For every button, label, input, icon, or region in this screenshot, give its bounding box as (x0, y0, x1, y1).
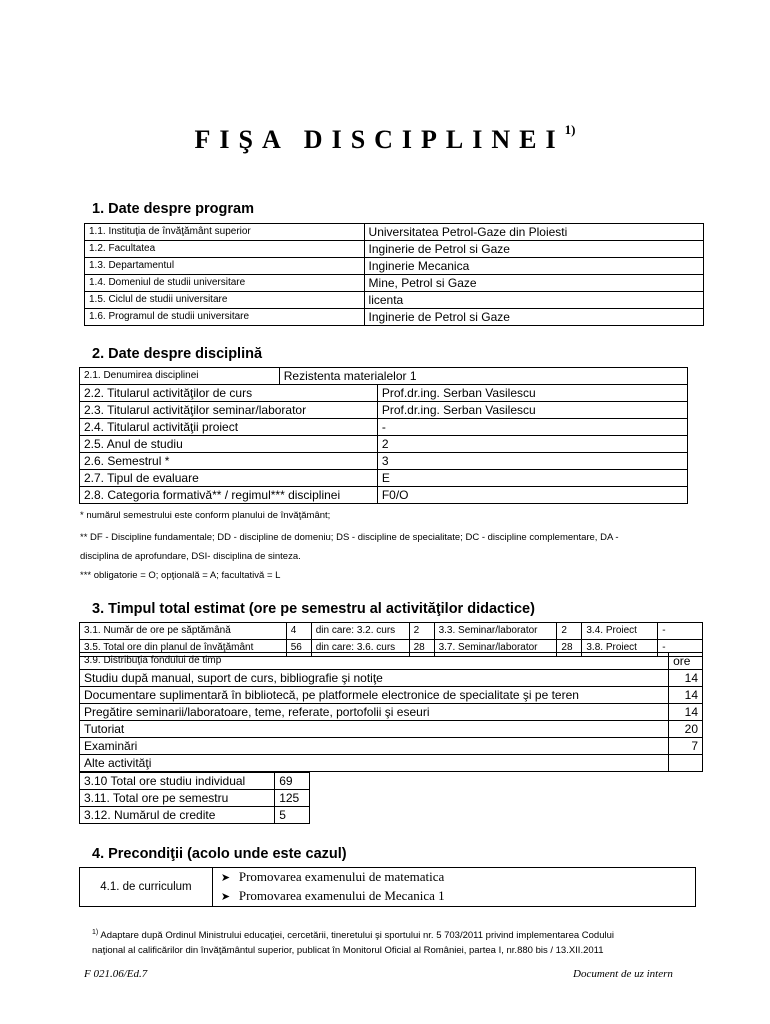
program-label: 1.3. Departamentul (85, 258, 365, 275)
discipline-label: 2.4. Titularul activităţii proiect (80, 419, 378, 436)
discipline-name-label: 2.1. Denumirea disciplinei (80, 368, 280, 385)
form-code: F 021.06/Ed.7 (84, 968, 148, 980)
program-row (85, 292, 704, 309)
program-row (85, 275, 704, 292)
note-regime: *** obligatorie = O; opţională = A; facultativă = L (80, 570, 281, 581)
discipline-value: Prof.dr.ing. Serban Vasilescu (377, 385, 687, 402)
total-value: 125 (275, 790, 310, 807)
activity-hours (669, 755, 703, 772)
document-classification: Document de uz intern (573, 968, 673, 980)
discipline-row (80, 470, 688, 487)
discipline-label: 2.6. Semestrul * (80, 453, 378, 470)
activity-label: Tutoriat (80, 721, 669, 738)
program-value: Inginerie de Petrol si Gaze (364, 309, 703, 326)
program-label: 1.4. Domeniul de studii universitare (85, 275, 365, 292)
footnote-line-1: Adaptare după Ordinul Ministrului educaţiei, cercetării, tineretului şi sportului nr. 5 703/2011 privind implementarea Codului (100, 930, 614, 942)
activity-label: Pregătire seminarii/laboratoare, teme, referate, portofolii şi eseuri (80, 704, 669, 721)
discipline-row (80, 487, 688, 504)
activity-hours: 14 (669, 687, 703, 704)
hours-cell: 28 (409, 640, 434, 657)
hours-cell: 3.7. Seminar/laborator (434, 640, 557, 657)
section-2-heading: 2. Date despre disciplină (92, 346, 263, 362)
hours-cell: din care: 3.6. curs (311, 640, 409, 657)
activity-hours: 14 (669, 704, 703, 721)
program-row (85, 241, 704, 258)
distribution-unit: ore (669, 653, 703, 670)
total-value: 69 (275, 773, 310, 790)
program-value: Universitatea Petrol-Gaze din Ploiesti (364, 224, 703, 241)
distribution-row (80, 721, 703, 738)
curriculum-item (221, 887, 691, 906)
discipline-value: 2 (377, 436, 687, 453)
program-row (85, 258, 704, 275)
hours-cell: 2 (557, 623, 582, 640)
section-4-heading: 4. Precondiţii (acolo unde este cazul) (92, 846, 347, 862)
hours-cell: 28 (557, 640, 582, 657)
total-label: 3.12. Numărul de credite (80, 807, 275, 824)
discipline-name-value: Rezistenta materialelor 1 (279, 368, 687, 385)
total-row (80, 790, 310, 807)
hours-cell: 3.3. Seminar/laborator (434, 623, 557, 640)
discipline-value: - (377, 419, 687, 436)
activity-label: Documentare suplimentară în bibliotecă, pe platformele electronice de specialitate şi pe teren (80, 687, 669, 704)
curriculum-label: 4.1. de curriculum (80, 868, 213, 907)
total-value: 5 (275, 807, 310, 824)
document-title (0, 122, 770, 155)
distribution-header (80, 653, 703, 670)
program-table (84, 223, 704, 326)
total-row (80, 773, 310, 790)
activity-label: Examinări (80, 738, 669, 755)
hours-cell: 3.8. Proiect (582, 640, 658, 657)
program-row (85, 224, 704, 241)
note-category: ** DF - Discipline fundamentale; DD - discipline de domeniu; DS - discipline de specialitate; DC - discipline complementare, DA - (80, 532, 619, 543)
program-value: Inginerie de Petrol si Gaze (364, 241, 703, 258)
hours-cell: 2 (409, 623, 434, 640)
activity-label: Alte activităţi (80, 755, 669, 772)
note-category-cont: disciplina de aprofundare, DSI- disciplina de sinteza. (80, 551, 301, 562)
distribution-label: 3.9. Distribuţia fondului de timp (80, 653, 669, 670)
hours-cell: 3.4. Proiect (582, 623, 658, 640)
section-1-heading: 1. Date despre program (92, 201, 254, 217)
discipline-value: 3 (377, 453, 687, 470)
distribution-row (80, 755, 703, 772)
totals-table (79, 772, 310, 824)
activity-hours: 20 (669, 721, 703, 738)
distribution-row (80, 704, 703, 721)
total-label: 3.11. Total ore pe semestru (80, 790, 275, 807)
hours-cell: 3.1. Număr de ore pe săptămână (80, 623, 287, 640)
hours-cell: 4 (286, 623, 311, 640)
discipline-label: 2.8. Categoria formativă** / regimul*** disciplinei (80, 487, 378, 504)
discipline-notes (80, 506, 619, 585)
section-3-heading: 3. Timpul total estimat (ore pe semestru al activităţilor didactice) (92, 601, 535, 617)
hours-cell: 56 (286, 640, 311, 657)
program-value: Inginerie Mecanica (364, 258, 703, 275)
program-label: 1.6. Programul de studii universitare (85, 309, 365, 326)
title-text: FIŞA DISCIPLINEI (194, 125, 565, 154)
program-label: 1.2. Facultatea (85, 241, 365, 258)
discipline-row (80, 453, 688, 470)
note-semester: * numărul semestrului este conform planului de învăţământ; (80, 510, 331, 521)
program-label: 1.1. Instituţia de învăţământ superior (85, 224, 365, 241)
program-label: 1.5. Ciclul de studii universitare (85, 292, 365, 309)
distribution-row (80, 687, 703, 704)
hours-cell: 3.5. Total ore din planul de învăţământ (80, 640, 287, 657)
distribution-row (80, 670, 703, 687)
program-value: licenta (364, 292, 703, 309)
program-row (85, 309, 704, 326)
discipline-label: 2.7. Tipul de evaluare (80, 470, 378, 487)
discipline-value: E (377, 470, 687, 487)
footnote-line-2: naţional al calificărilor din învăţământul superior, publicat în Monitorul Oficial al României, partea I, nr.880 bis / 13.XII.2011 (92, 945, 604, 957)
curriculum-items (212, 868, 695, 907)
title-footnote-mark: 1) (564, 122, 576, 137)
discipline-label: 2.3. Titularul activităţilor seminar/laborator (80, 402, 378, 419)
footnote-mark: 1) (92, 929, 99, 936)
curriculum-item (221, 868, 691, 887)
time-distribution-table (79, 652, 703, 772)
discipline-row (80, 419, 688, 436)
arrow-bullet-icon: ➤ (220, 872, 231, 884)
discipline-label: 2.2. Titularul activităţilor de curs (80, 385, 378, 402)
curriculum-item-text: Promovarea examenului de Mecanica 1 (238, 888, 445, 903)
activity-label: Studiu după manual, suport de curs, bibliografie şi notiţe (80, 670, 669, 687)
activity-hours: 7 (669, 738, 703, 755)
footnote (92, 925, 712, 958)
activity-hours: 14 (669, 670, 703, 687)
hours-cell: din care: 3.2. curs (311, 623, 409, 640)
curriculum-item-text: Promovarea examenului de matematica (238, 869, 445, 884)
discipline-row (80, 402, 688, 419)
program-value: Mine, Petrol si Gaze (364, 275, 703, 292)
hours-cell: - (658, 623, 703, 640)
hours-row (80, 623, 703, 640)
arrow-bullet-icon: ➤ (220, 891, 231, 903)
discipline-row (80, 436, 688, 453)
discipline-table (79, 384, 688, 504)
discipline-value: Prof.dr.ing. Serban Vasilescu (377, 402, 687, 419)
discipline-row (80, 385, 688, 402)
discipline-label: 2.5. Anul de studiu (80, 436, 378, 453)
discipline-name-table (79, 367, 688, 385)
preconditions-table (79, 867, 696, 907)
hours-cell: - (658, 640, 703, 657)
discipline-value: F0/O (377, 487, 687, 504)
total-label: 3.10 Total ore studiu individual (80, 773, 275, 790)
distribution-row (80, 738, 703, 755)
total-row (80, 807, 310, 824)
